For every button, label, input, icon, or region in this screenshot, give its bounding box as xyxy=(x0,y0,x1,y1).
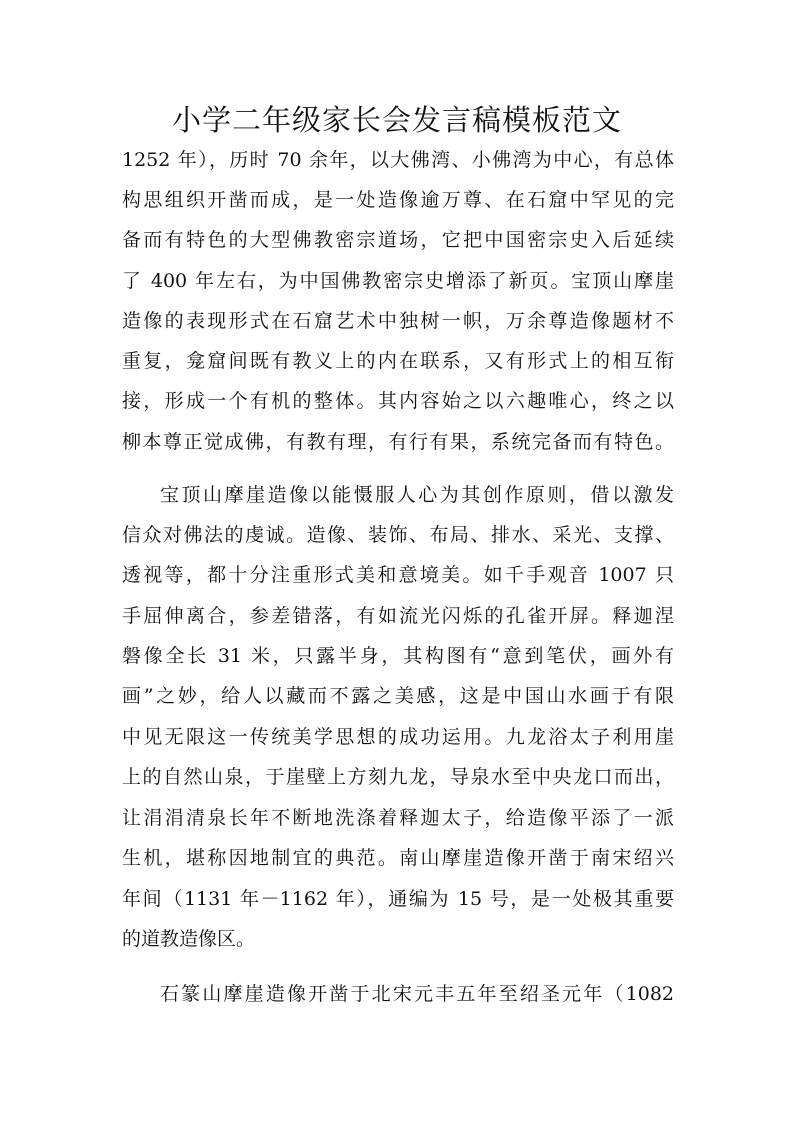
text-line-10: 信众对佛法的虔诚。造像、装饰、布局、排水、采光、支撑、 xyxy=(122,524,674,546)
text-line-3: 备而有特色的大型佛教密宗道场，它把中国密宗史入后延续 xyxy=(122,229,674,251)
text-line-18: 生机，堪称因地制宜的典范。南山摩崖造像开凿于南宋绍兴 xyxy=(122,847,674,869)
text-line-6: 重复，龛窟间既有教义上的内在联系，又有形式上的相互衔 xyxy=(122,350,674,372)
text-line-13: 磐像全长 31 米，只露半身，其构图有“意到笔伏，画外有 xyxy=(122,645,674,667)
text-line-4: 了 400 年左右，为中国佛教密宗史增添了新页。宝顶山摩崖 xyxy=(122,270,674,292)
text-line-12: 手屈伸离合，参差错落，有如流光闪烁的孔雀开屏。释迦涅 xyxy=(122,605,674,627)
text-line-9: 宝顶山摩崖造像以能慑服人心为其创作原则，借以激发 xyxy=(160,484,674,506)
document-title: 小学二年级家长会发言稿模板范文 xyxy=(171,103,622,137)
text-line-15: 中见无限这一传统美学思想的成功运用。九龙浴太子利用崖 xyxy=(122,726,674,748)
text-line-16: 上的自然山泉，于崖壁上方刻九龙，导泉水至中央龙口而出， xyxy=(122,766,674,788)
text-line-2: 构思组织开凿而成，是一处造像逾万尊、在石窟中罕见的完 xyxy=(122,189,674,211)
text-line-17: 让涓涓清泉长年不断地洗涤着释迦太子，给造像平添了一派 xyxy=(122,807,674,829)
text-line-19: 年间（1131 年－1162 年），通编为 15 号，是一处极其重要 xyxy=(122,888,674,910)
text-line-8: 柳本尊正觉成佛，有教有理，有行有果，系统完备而有特色。 xyxy=(122,431,674,453)
text-line-20: 的道教造像区。 xyxy=(122,928,256,950)
text-line-7: 接，形成一个有机的整体。其内容始之以六趣唯心，终之以 xyxy=(122,390,674,412)
text-line-14: 画”之妙，给人以藏而不露之美感，这是中国山水画于有限 xyxy=(122,685,674,707)
text-line-1: 1252 年），历时 70 余年，以大佛湾、小佛湾为中心，有总体 xyxy=(122,149,674,171)
text-line-21: 石篆山摩崖造像开凿于北宋元丰五年至绍圣元年（1082 xyxy=(160,983,674,1005)
text-line-11: 透视等，都十分注重形式美和意境美。如千手观音 1007 只 xyxy=(122,564,674,586)
text-line-5: 造像的表现形式在石窟艺术中独树一帜，万余尊造像题材不 xyxy=(122,310,674,332)
